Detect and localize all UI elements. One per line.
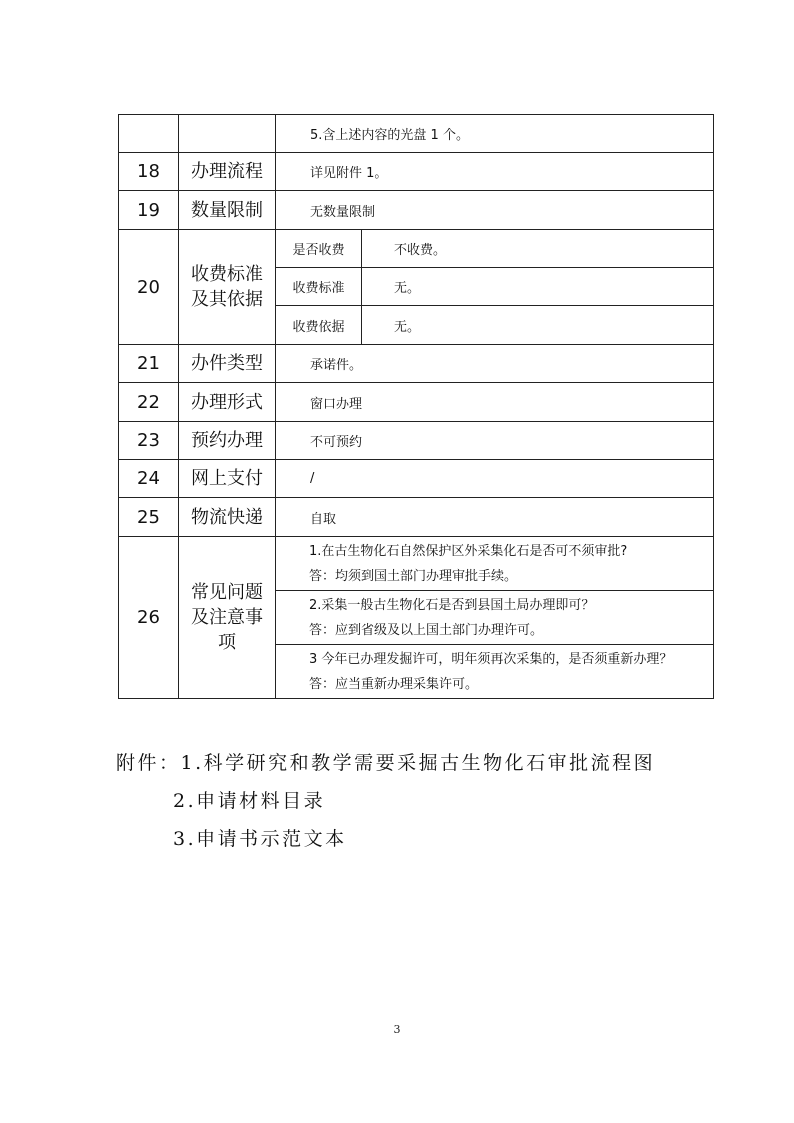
table-row	[119, 191, 714, 230]
row-item-label	[179, 537, 276, 699]
item-label-line: 收费标准	[191, 264, 263, 285]
table-row	[119, 153, 714, 191]
fee-sub-label: 是否收费	[276, 230, 362, 268]
page-number: 3	[393, 1023, 401, 1036]
attachment-text: 3.申请书示范文本	[173, 828, 347, 850]
table-row	[119, 115, 714, 153]
attachment-text: 2.申请材料目录	[173, 790, 326, 812]
row-content: /	[276, 460, 714, 498]
row-number: 21	[119, 345, 179, 383]
table-row	[119, 422, 714, 460]
faq-answer: 答：应当重新办理采集许可。	[309, 676, 479, 692]
row-content: 窗口办理	[276, 383, 714, 422]
item-label-line: 及注意事	[191, 607, 263, 628]
attachments-prefix: 附件：	[116, 752, 181, 774]
table-row	[119, 230, 714, 268]
row-content: 无数量限制	[276, 191, 714, 230]
faq-item	[276, 591, 714, 645]
service-info-table	[118, 114, 714, 699]
row-number: 19	[119, 191, 179, 230]
fee-sub-label: 收费依据	[276, 306, 362, 345]
table-row	[119, 498, 714, 537]
attachment-item	[116, 744, 655, 782]
attachment-text: 1.科学研究和教学需要采掘古生物化石审批流程图	[180, 752, 656, 774]
row-item-label: 网上支付	[179, 460, 276, 498]
fee-sub-value: 无。	[362, 306, 714, 345]
fee-sub-label: 收费标准	[276, 268, 362, 306]
row-number: 24	[119, 460, 179, 498]
faq-question: 3 今年已办理发掘许可，明年须再次采集的，是否须重新办理？	[309, 651, 673, 667]
row-content: 承诺件。	[276, 345, 714, 383]
table-row	[119, 460, 714, 498]
row-number: 25	[119, 498, 179, 537]
attachments-list	[116, 744, 655, 858]
attachment-item	[116, 820, 655, 858]
row-number: 18	[119, 153, 179, 191]
faq-answer: 答：应到省级及以上国土部门办理许可。	[309, 622, 544, 638]
row-content: 详见附件 1。	[276, 153, 714, 191]
table-row	[119, 537, 714, 591]
row-item-cell	[179, 115, 276, 153]
row-item-label: 物流快递	[179, 498, 276, 537]
row-item-label: 办理流程	[179, 153, 276, 191]
faq-question: 2.采集一般古生物化石是否到县国土局办理即可？	[309, 597, 595, 613]
row-item-label: 数量限制	[179, 191, 276, 230]
faq-answer: 答：均须到国土部门办理审批手续。	[309, 568, 518, 584]
table-row	[119, 383, 714, 422]
row-number: 20	[119, 230, 179, 345]
row-number: 26	[119, 537, 179, 699]
row-content-cell: 5.含上述内容的光盘 1 个。	[276, 115, 714, 153]
row-item-label: 预约办理	[179, 422, 276, 460]
row-item-label	[179, 230, 276, 345]
row-number: 22	[119, 383, 179, 422]
item-label-line: 及其依据	[191, 289, 263, 310]
faq-item	[276, 537, 714, 591]
row-number-cell	[119, 115, 179, 153]
row-item-label: 办理形式	[179, 383, 276, 422]
row-content: 自取	[276, 498, 714, 537]
faq-item	[276, 645, 714, 699]
faq-question: 1.在古生物化石自然保护区外采集化石是否可不须审批?	[309, 543, 628, 559]
row-number: 23	[119, 422, 179, 460]
attachment-item	[116, 782, 655, 820]
row-item-label: 办件类型	[179, 345, 276, 383]
item-label-line: 常见问题	[191, 582, 263, 603]
item-label-line: 项	[218, 632, 236, 653]
fee-sub-value: 不收费。	[362, 230, 714, 268]
table-row	[119, 345, 714, 383]
fee-sub-value: 无。	[362, 268, 714, 306]
row-content: 不可预约	[276, 422, 714, 460]
